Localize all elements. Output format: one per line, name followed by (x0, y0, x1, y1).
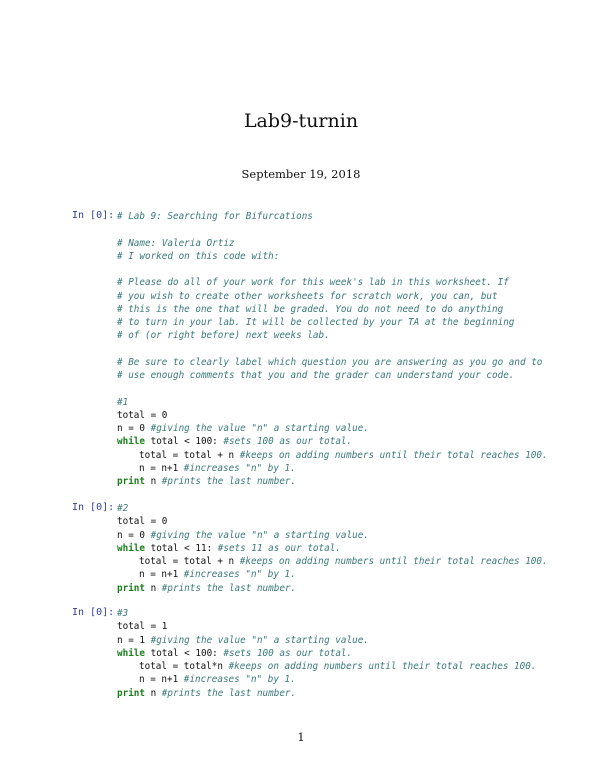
code-line (117, 462, 548, 475)
code-comment: #1 (117, 396, 129, 408)
code-line (117, 529, 548, 542)
code-comment: #prints the last number. (161, 476, 297, 487)
code-keyword: while (117, 542, 145, 554)
code-comment: #increases "n" by 1. (183, 462, 296, 474)
code-comment: #sets 11 as our total. (217, 542, 341, 554)
code-keyword: print (117, 687, 145, 699)
code-text: total = 0 (117, 409, 168, 421)
code-text: n = n+1 (139, 462, 184, 474)
code-comment: #increases "n" by 1. (183, 569, 296, 581)
code-comment: #giving the value "n" a starting value. (150, 423, 369, 434)
code-line (117, 449, 548, 462)
cell-prompt: In [0]: (72, 502, 115, 513)
code-line (117, 210, 548, 223)
code-line (117, 502, 548, 515)
code-line (117, 263, 548, 276)
code-text: n (145, 476, 162, 487)
code-comment: # this is the one that will be graded. You do not need to do anything (117, 303, 504, 315)
code-keyword: print (117, 476, 145, 487)
cell-code[interactable] (117, 502, 548, 595)
code-text: n = 0 (117, 529, 151, 541)
code-line (117, 250, 548, 263)
code-comment: #sets 100 as our total. (223, 647, 353, 659)
code-line (117, 660, 536, 673)
code-line (117, 223, 548, 236)
code-comment: #increases "n" by 1. (183, 674, 296, 686)
code-line (117, 356, 548, 369)
code-text: total = total + n (139, 449, 240, 461)
code-comment: # Name: Valeria Ortiz (117, 237, 235, 249)
code-line (117, 276, 548, 289)
code-line (117, 542, 548, 555)
code-keyword: while (117, 436, 145, 448)
cell-prompt: In [0]: (72, 210, 115, 221)
code-text: total = 0 (117, 516, 168, 528)
code-line (117, 409, 548, 422)
code-comment: # you wish to create other worksheets for scratch work, you can, but (117, 290, 498, 302)
code-line (117, 382, 548, 395)
code-line (117, 673, 536, 686)
code-text: n = 0 (117, 423, 151, 434)
code-text: n = n+1 (139, 569, 184, 581)
code-comment: # Lab 9: Searching for Bifurcations (117, 211, 313, 222)
code-comment: #giving the value "n" a starting value. (150, 529, 369, 541)
code-comment: #keeps on adding numbers until their total reaches 100. (239, 449, 548, 461)
code-text: n = n+1 (139, 674, 184, 686)
code-comment: #prints the last number. (161, 687, 297, 699)
cell-code[interactable] (117, 210, 548, 488)
code-line (117, 620, 536, 633)
code-line (117, 303, 548, 316)
cell-prompt: In [0]: (72, 607, 115, 618)
code-text: total < 100: (145, 436, 224, 448)
code-comment: # Be sure to clearly label which question you are answering as you go and to (117, 356, 543, 368)
code-line (117, 515, 548, 528)
code-keyword: print (117, 582, 145, 594)
code-text: n = 1 (117, 634, 151, 646)
code-line (117, 647, 536, 660)
code-comment: #sets 100 as our total. (223, 436, 353, 448)
code-text: total = 1 (117, 621, 168, 633)
code-line (117, 237, 548, 250)
code-text: total = total*n (139, 661, 229, 672)
page-number: 1 (297, 731, 305, 744)
code-line (117, 422, 548, 435)
code-line (117, 568, 548, 581)
document-title: Lab9-turnin (243, 110, 359, 132)
code-comment: #keeps on adding numbers until their total reaches 100. (228, 661, 537, 672)
code-line (117, 607, 536, 620)
code-line (117, 435, 548, 448)
code-line (117, 316, 548, 329)
code-line (117, 329, 548, 342)
code-line (117, 290, 548, 303)
code-comment: # of (or right before) next weeks lab. (117, 330, 330, 342)
code-comment: #3 (117, 608, 129, 619)
code-comment: # Please do all of your work for this week's lab in this worksheet. If (117, 277, 509, 289)
code-keyword: while (117, 647, 145, 659)
cell-code[interactable] (117, 607, 536, 700)
code-comment: #2 (117, 503, 129, 514)
code-comment: # I worked on this code with: (117, 250, 280, 262)
code-line (117, 687, 536, 700)
code-line (117, 369, 548, 382)
code-line (117, 396, 548, 409)
code-line (117, 555, 548, 568)
code-comment: #keeps on adding numbers until their total reaches 100. (239, 556, 548, 567)
code-text: total = total + n (139, 556, 240, 567)
code-text: n (145, 687, 162, 699)
code-comment: # to turn in your lab. It will be collected by your TA at the beginning (117, 317, 515, 328)
code-line (117, 475, 548, 488)
code-text: n (145, 582, 162, 594)
code-line (117, 634, 536, 647)
code-comment: #prints the last number. (161, 582, 297, 594)
code-text: total < 100: (145, 647, 224, 659)
code-line (117, 343, 548, 356)
code-comment: #giving the value "n" a starting value. (150, 634, 369, 646)
code-comment: # use enough comments that you and the grader can understand your code. (117, 370, 515, 381)
document-date: September 19, 2018 (241, 167, 361, 181)
code-text: total < 11: (145, 542, 218, 554)
code-line (117, 582, 548, 595)
